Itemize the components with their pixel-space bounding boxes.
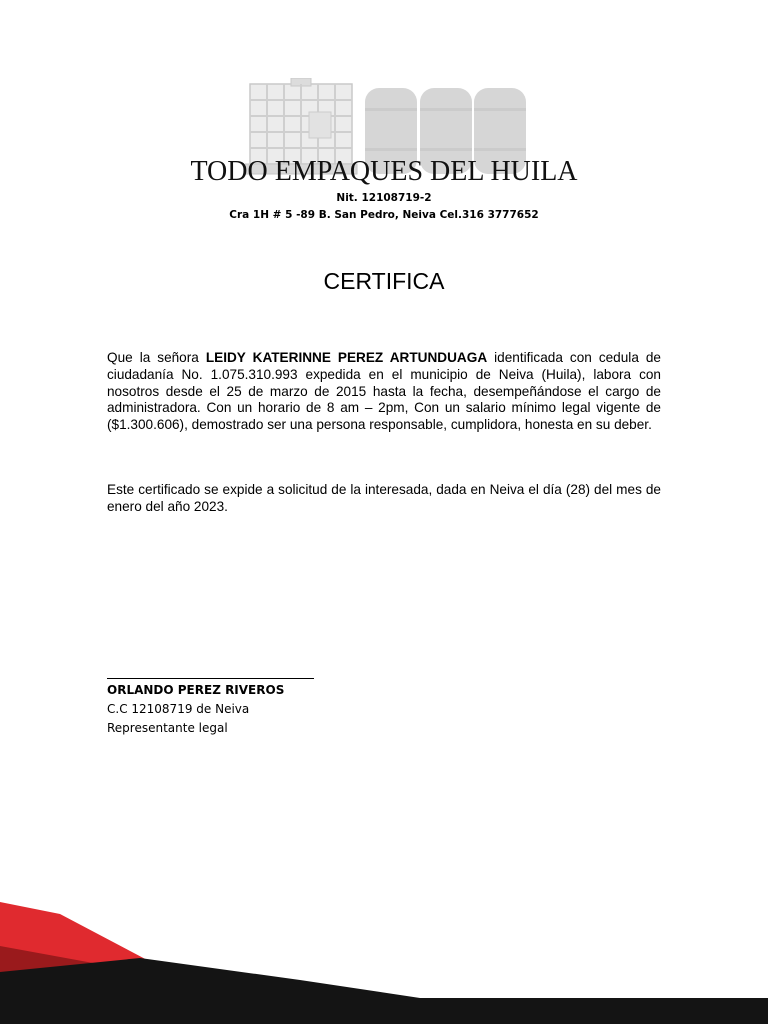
signer-id: C.C 12108719 de Neiva	[107, 702, 250, 716]
closing-paragraph: Este certificado se expide a solicitud de la interesada, dada en Neiva el día (28) del mes de enero del año 2023.	[107, 482, 661, 514]
signer-role: Representante legal	[107, 721, 228, 735]
company-name: TODO EMPAQUES DEL HUILA	[190, 156, 578, 187]
document-title: CERTIFICA	[323, 268, 445, 294]
signature-line	[107, 678, 314, 679]
certification-paragraph	[107, 350, 661, 434]
signature-block	[107, 681, 284, 738]
footer-decoration	[0, 860, 768, 1024]
signer-name: ORLANDO PEREZ RIVEROS	[107, 683, 285, 697]
footer-black-band	[0, 958, 768, 1024]
body-prefix: Que la señora	[107, 350, 206, 365]
body-suffix: identificada con cedula de ciudadanía No. 1.075.310.993 expedida en el municipio de Neiva (Huila), labora con nosotros desde el 25 de marzo de 2015 hasta la fecha, desempeñándose el cargo de administradora. Con un horario de 8 am – 2pm, Con un salario mínimo legal vigente de ($1.300.606), demostrado ser una persona responsable, cumplidora, honesta en su deber.	[107, 350, 661, 433]
company-nit: Nit. 12108719-2	[336, 192, 432, 204]
company-address: Cra 1H # 5 -89 B. San Pedro, Neiva Cel.316 3777652	[229, 209, 539, 221]
employee-name: LEIDY KATERINNE PEREZ ARTUNDUAGA	[205, 350, 488, 365]
